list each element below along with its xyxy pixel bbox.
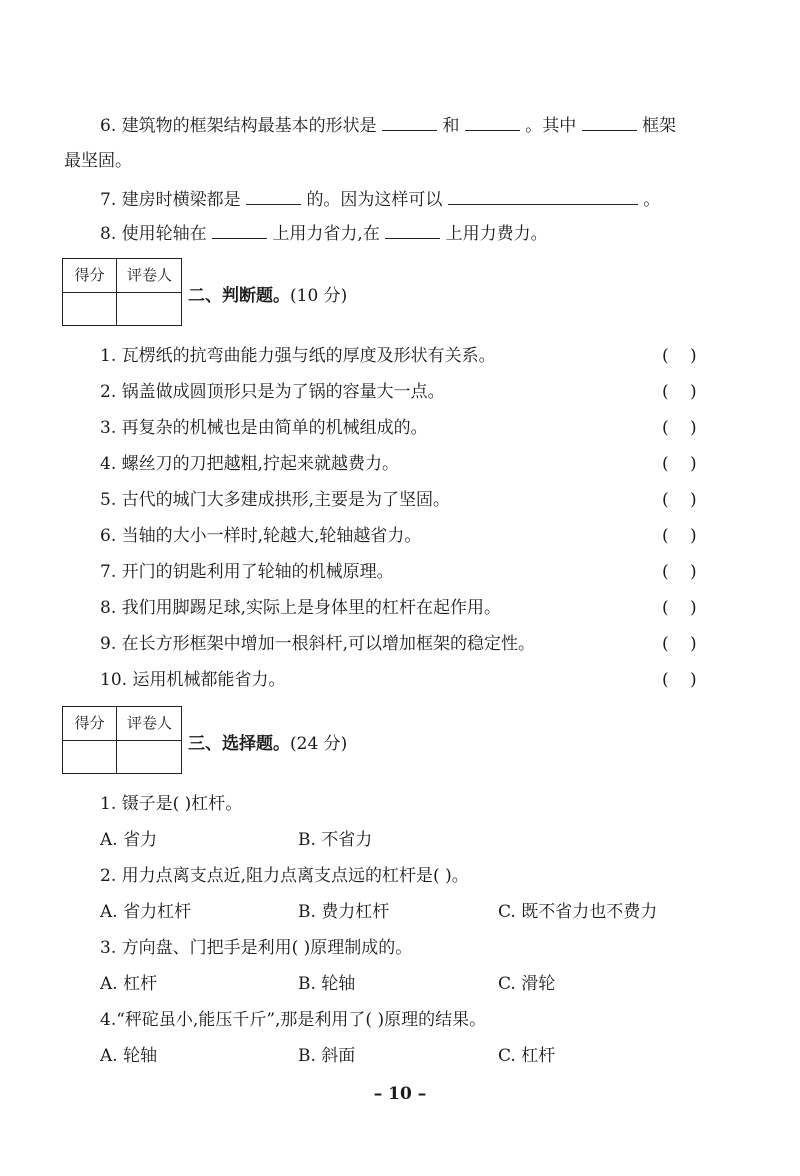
choice-q2-option-b[interactable]: B. 费力杠杆 xyxy=(298,902,390,922)
question-8 xyxy=(100,220,548,246)
q7-text-a: 7. 建房时横梁都是 xyxy=(100,190,241,210)
choice-question-1: 1. 镊子是( )杠杆。 xyxy=(100,794,243,814)
q6-text-c: 。其中 xyxy=(525,116,577,136)
choice-q3-option-b[interactable]: B. 轮轴 xyxy=(298,974,356,994)
judge-answer-6[interactable]: ( ) xyxy=(662,526,705,546)
score-label: 得分 xyxy=(74,714,105,732)
judge-item-5: 5. 古代的城门大多建成拱形,主要是为了坚固。 xyxy=(100,490,451,510)
choice-q4-option-a[interactable]: A. 轮轴 xyxy=(100,1046,158,1066)
choice-q2-option-a[interactable]: A. 省力杠杆 xyxy=(100,902,192,922)
score-box-hdivider xyxy=(63,740,181,741)
section3-points: (24 分) xyxy=(290,734,348,754)
score-label: 得分 xyxy=(74,266,105,284)
judge-answer-7[interactable]: ( ) xyxy=(662,562,705,582)
judge-answer-5[interactable]: ( ) xyxy=(662,490,705,510)
question-6-line1 xyxy=(100,112,676,138)
judge-answer-1[interactable]: ( ) xyxy=(662,346,705,366)
q6-blank-3[interactable] xyxy=(582,112,637,131)
score-box-section2 xyxy=(62,258,182,326)
choice-question-3: 3. 方向盘、门把手是利用( )原理制成的。 xyxy=(100,938,413,958)
q7-blank-2[interactable] xyxy=(448,186,638,205)
judge-item-6: 6. 当轴的大小一样时,轮越大,轮轴越省力。 xyxy=(100,526,422,546)
judge-item-4: 4. 螺丝刀的刀把越粗,拧起来就越费力。 xyxy=(100,454,400,474)
score-box-section3 xyxy=(62,706,182,774)
q6-blank-1[interactable] xyxy=(382,112,437,131)
section2-title-text: 二、判断题。 xyxy=(188,286,290,306)
choice-q4-option-c[interactable]: C. 杠杆 xyxy=(498,1046,556,1066)
score-box-hdivider xyxy=(63,292,181,293)
section2-title xyxy=(188,284,347,308)
choice-q1-option-a[interactable]: A. 省力 xyxy=(100,830,158,850)
q7-text-b: 的。因为这样可以 xyxy=(306,190,443,210)
question-7 xyxy=(100,186,660,212)
choice-q4-option-b[interactable]: B. 斜面 xyxy=(298,1046,356,1066)
grader-label: 评卷人 xyxy=(126,714,172,732)
judge-item-10: 10. 运用机械都能省力。 xyxy=(100,670,286,690)
q7-blank-1[interactable] xyxy=(246,186,301,205)
choice-q1-option-b[interactable]: B. 不省力 xyxy=(298,830,373,850)
judge-answer-10[interactable]: ( ) xyxy=(662,670,705,690)
choice-question-2: 2. 用力点离支点近,阻力点离支点远的杠杆是( )。 xyxy=(100,866,469,886)
judge-item-7: 7. 开门的钥匙利用了轮轴的机械原理。 xyxy=(100,562,394,582)
judge-item-3: 3. 再复杂的机械也是由简单的机械组成的。 xyxy=(100,418,428,438)
judge-item-9: 9. 在长方形框架中增加一根斜杆,可以增加框架的稳定性。 xyxy=(100,634,536,654)
choice-q3-option-a[interactable]: A. 杠杆 xyxy=(100,974,158,994)
q7-text-c: 。 xyxy=(643,190,661,210)
q8-text-a: 8. 使用轮轴在 xyxy=(100,224,207,244)
page-number: – 10 – xyxy=(373,1084,427,1104)
judge-answer-3[interactable]: ( ) xyxy=(662,418,705,438)
q8-text-b: 上用力省力,在 xyxy=(272,224,380,244)
choice-question-4: 4.“秤砣虽小,能压千斤”,那是利用了( )原理的结果。 xyxy=(100,1010,487,1030)
choice-q2-option-c[interactable]: C. 既不省力也不费力 xyxy=(498,902,658,922)
q6-blank-2[interactable] xyxy=(465,112,520,131)
judge-answer-8[interactable]: ( ) xyxy=(662,598,705,618)
q8-blank-2[interactable] xyxy=(385,220,440,239)
judge-item-2: 2. 锅盖做成圆顶形只是为了锅的容量大一点。 xyxy=(100,382,445,402)
judge-answer-9[interactable]: ( ) xyxy=(662,634,705,654)
judge-answer-4[interactable]: ( ) xyxy=(662,454,705,474)
choice-q3-option-c[interactable]: C. 滑轮 xyxy=(498,974,556,994)
q6-text-a: 6. 建筑物的框架结构最基本的形状是 xyxy=(100,116,377,136)
judge-answer-2[interactable]: ( ) xyxy=(662,382,705,402)
q8-text-c: 上用力费力。 xyxy=(445,224,548,244)
judge-item-8: 8. 我们用脚踢足球,实际上是身体里的杠杆在起作用。 xyxy=(100,598,502,618)
question-6-line2: 最坚固。 xyxy=(64,151,132,171)
q6-text-b: 和 xyxy=(442,116,460,136)
grader-label: 评卷人 xyxy=(126,266,172,284)
judge-item-1: 1. 瓦楞纸的抗弯曲能力强与纸的厚度及形状有关系。 xyxy=(100,346,496,366)
section2-points: (10 分) xyxy=(290,286,348,306)
q6-text-d: 框架 xyxy=(642,116,677,136)
q8-blank-1[interactable] xyxy=(212,220,267,239)
section3-title xyxy=(188,732,347,756)
section3-title-text: 三、选择题。 xyxy=(188,734,290,754)
